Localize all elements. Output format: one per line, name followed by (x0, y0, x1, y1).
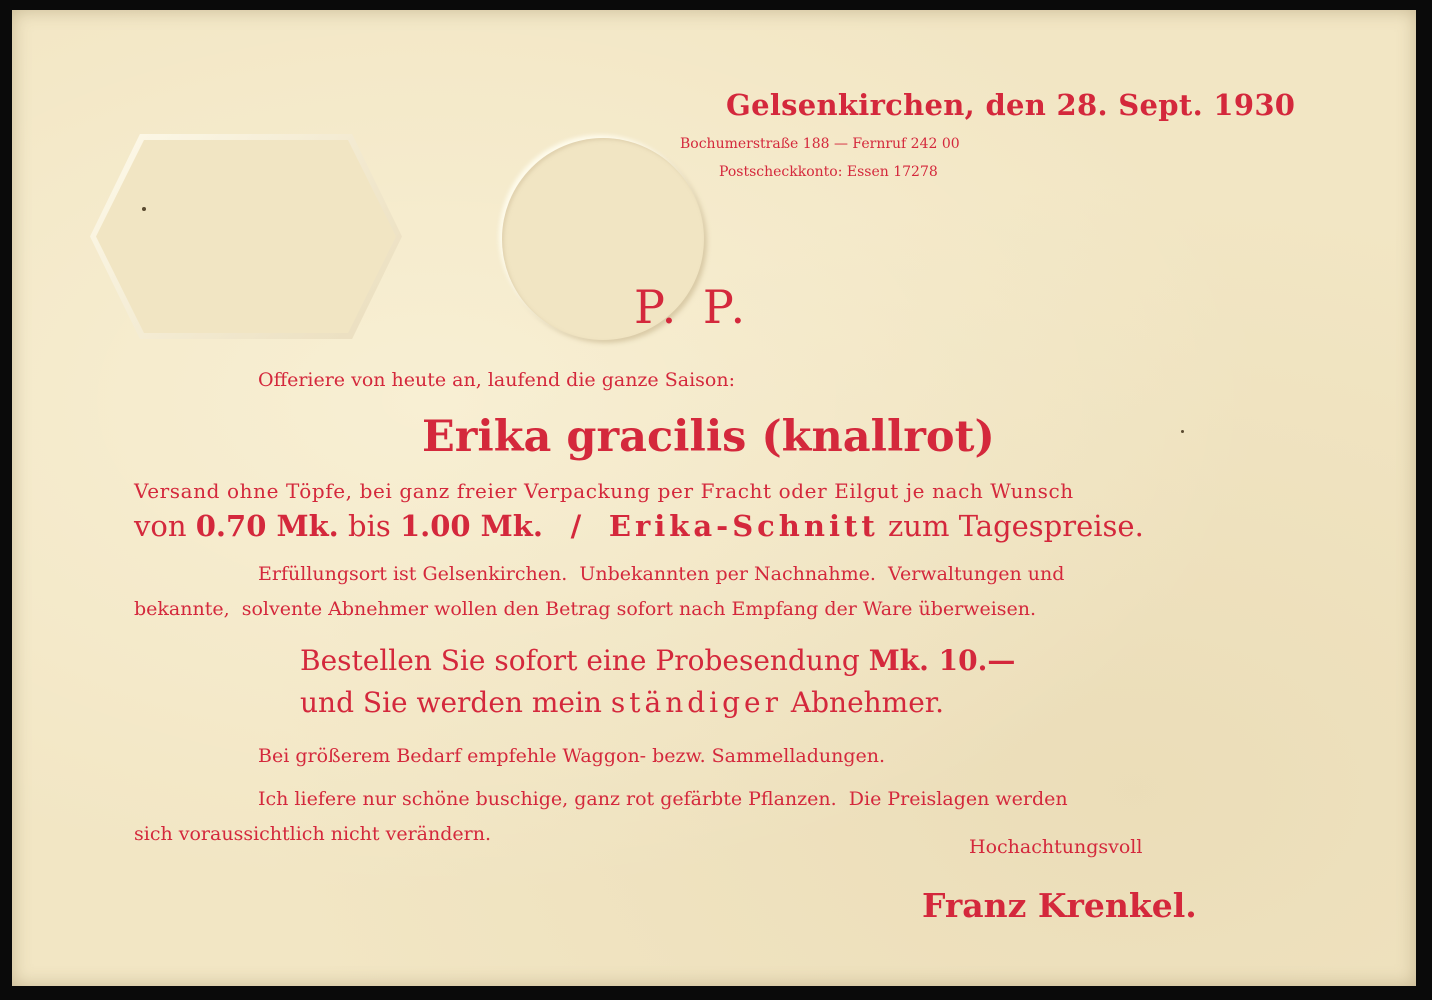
price-from-value: 0.70 Mk. (195, 509, 339, 543)
cut-price: zum Tagespreise. (888, 509, 1144, 543)
price-separator: / (570, 509, 582, 543)
order-line2-start: und Sie werden mein (300, 686, 602, 719)
order-line2-spaced: ständiger (610, 686, 782, 719)
order-line-2 (300, 686, 944, 719)
terms-line-2: bekannte, solvente Abnehmer wollen den Betrag sofort nach Empfang der Ware überweisen. (134, 598, 1037, 620)
header-date-line: Gelsenkirchen, den 28. Sept. 1930 (726, 88, 1296, 122)
cut-product: Erika-Schnitt (608, 509, 879, 543)
address-line: Bochumerstraße 188 — Fernruf 242 00 (680, 136, 960, 152)
paper-speck (142, 207, 146, 211)
order-amount: Mk. 10.— (868, 644, 1016, 677)
quality-line-2: sich voraussichtlich nicht verändern. (134, 823, 491, 845)
price-to-value: 1.00 Mk. (399, 509, 543, 543)
shipping-text: Versand ohne Töpfe, bei ganz freier Verpackung per Fracht oder Eilgut je nach Wunsch (134, 479, 1074, 503)
account-line: Postscheckkonto: Essen 17278 (719, 164, 938, 180)
paper-speck (1181, 430, 1184, 433)
price-line (134, 509, 1144, 543)
terms-line-1: Erfüllungsort ist Gelsenkirchen. Unbekannten per Nachnahme. Verwaltungen und (258, 563, 1065, 585)
bulk-order-text: Bei größerem Bedarf empfehle Waggon- bezw. Sammelladungen. (258, 745, 886, 767)
price-from-word: von (134, 509, 187, 543)
closing-text: Hochachtungsvoll (969, 836, 1143, 858)
quality-line-1: Ich liefere nur schöne buschige, ganz rot gefärbte Pflanzen. Die Preislagen werden (258, 788, 1068, 810)
order-line-1 (300, 644, 1015, 677)
price-to-word: bis (348, 509, 391, 543)
embossed-octagon-stamp-inner (96, 140, 396, 333)
signature: Franz Krenkel. (922, 886, 1197, 925)
offer-intro: Offeriere von heute an, laufend die ganze Saison: (258, 369, 735, 391)
salutation: P. P. (634, 280, 752, 334)
order-line2-end: Abnehmer. (790, 686, 945, 719)
order-text: Bestellen Sie sofort eine Probesendung (300, 644, 860, 677)
product-name: Erika gracilis (knallrot) (422, 412, 995, 462)
